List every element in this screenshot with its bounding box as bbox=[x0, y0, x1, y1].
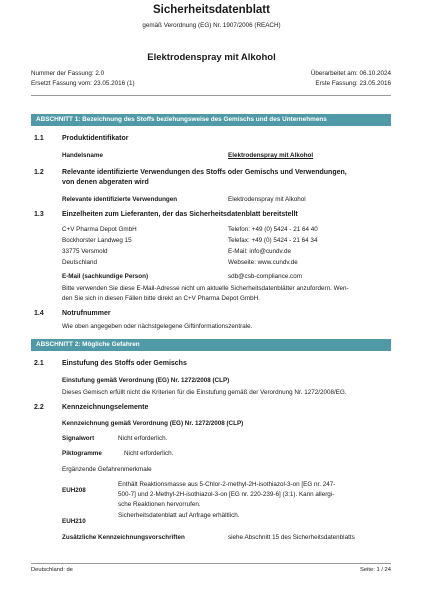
version-number: Nummer der Fassung: 2.0 bbox=[31, 70, 105, 77]
product-title: Elektrodenspray mit Alkohol bbox=[147, 52, 276, 63]
subsection-2-2-title: Kennzeichnungselemente bbox=[62, 404, 149, 411]
subsection-1-2-title-line1: Relevante identifizierte Verwendungen des Stoffs oder Gemischs und Verwendungen, bbox=[62, 169, 347, 176]
supplier-fax: Telefax: +49 (0) 5424 - 21 64 34 bbox=[228, 237, 318, 244]
subsection-1-4-title: Notrufnummer bbox=[62, 310, 111, 317]
subsection-2-2-number: 2.2 bbox=[34, 404, 44, 411]
supplier-email[interactable]: E-Mail: info@cundv.de bbox=[228, 248, 291, 255]
page-number: Seite: 1 / 24 bbox=[360, 567, 391, 573]
section-1-heading: ABSCHNITT 1: Bezeichnung des Stoffs beziehungsweise des Gemischs und des Unternehmens bbox=[31, 114, 391, 126]
additional-labelling-value: siehe Abschnitt 15 des Sicherheitsdatenblatts bbox=[228, 534, 355, 541]
clp-classification-label: Einstufung gemäß Verordnung (EG) Nr. 1272/2008 (CLP) bbox=[62, 377, 230, 384]
subsection-1-1-number: 1.1 bbox=[34, 135, 44, 142]
revision-date: Überarbeitet am: 06.10.2024 bbox=[310, 70, 391, 77]
subsection-2-1-title: Einstufung des Stoffs oder Gemischs bbox=[62, 360, 187, 367]
supplier-company: C+V Pharma Depot GmbH bbox=[62, 226, 137, 233]
pictograms-value: Nicht erforderlich. bbox=[124, 450, 174, 457]
header-divider bbox=[31, 95, 391, 96]
supplier-country: Deutschland bbox=[62, 259, 98, 266]
subsection-1-4-number: 1.4 bbox=[34, 310, 44, 317]
euh208-code: EUH208 bbox=[62, 487, 86, 494]
footer-country: Deutschland: de bbox=[31, 567, 73, 573]
subsection-1-1-title: Produktidentifikator bbox=[62, 135, 129, 142]
subsection-1-3-title: Einzelheiten zum Lieferanten, der das Sicherheitsdatenblatt bereitstellt bbox=[62, 211, 298, 218]
euh210-text: Sicherheitsdatenblatt auf Anfrage erhältlich. bbox=[118, 512, 240, 519]
first-version-date: Erste Fassung: 23.05.2016 bbox=[315, 80, 391, 87]
email-note-line2: den Sie sich in diesen Fällen bitte direkt an C+V Pharma Depot GmbH. bbox=[62, 295, 260, 302]
expert-email-value[interactable]: sdb@csb-compliance.com bbox=[228, 273, 302, 280]
supplier-street: Bockhorster Landweg 15 bbox=[62, 237, 132, 244]
euh208-text-line2: 500-7] und 2-Methyl-2H-isothiazol-3-on [EG nr. 220-239-6] (3:1). Kann allergi- bbox=[118, 491, 335, 498]
subsection-1-2-title-line2: von denen abgeraten wird bbox=[62, 179, 149, 186]
footer-divider bbox=[31, 563, 391, 564]
clp-labelling-label: Kennzeichnung gemäß Verordnung (EG) Nr. 1272/2008 (CLP) bbox=[62, 420, 244, 427]
additional-labelling-label: Zusätzliche Kennzeichnungsvorschriften bbox=[62, 534, 185, 541]
signal-word-value: Nicht erforderlich. bbox=[118, 435, 168, 442]
section-2-heading: ABSCHNITT 2: Mögliche Gefahren bbox=[31, 339, 391, 351]
supplier-phone: Telefon: +49 (0) 5424 - 21 64 40 bbox=[228, 226, 318, 233]
subsection-1-3-number: 1.3 bbox=[34, 211, 44, 218]
document-title: Sicherheitsdatenblatt bbox=[153, 4, 270, 16]
expert-email-label: E-Mail (sachkundige Person) bbox=[62, 273, 149, 280]
clp-classification-text: Dieses Gemisch erfüllt nicht die Kriterien für die Einstufung gemäß der Verordnung Nr. 1272/2008/EG. bbox=[62, 389, 347, 396]
replaces-version: Ersetzt Fassung vom: 23.05.2016 (1) bbox=[31, 80, 135, 87]
subsection-2-1-number: 2.1 bbox=[34, 360, 44, 367]
regulation-subtitle: gemäß Verordnung (EG) Nr. 1907/2006 (REACH) bbox=[142, 22, 281, 29]
trade-name-value: Elektrodenspray mit Alkohol bbox=[228, 152, 314, 159]
supplier-website[interactable]: Webseite: www.cundv.de bbox=[228, 259, 298, 266]
euh208-text-line1: Enthält Reaktionsmasse aus 5-Chlor-2-methyl-2H-isothiazol-3-on [EG nr. 247- bbox=[118, 481, 336, 488]
email-note-line1: Bitte verwenden Sie diese E-Mail-Adresse nicht um aktuelle Sicherheitsdatenblätter anzufordern. Wen- bbox=[62, 285, 349, 292]
emergency-number-text: Wie oben angegeben oder nächstgelegene Giftinformationszentrale. bbox=[62, 323, 253, 330]
trade-name-label: Handelsname bbox=[62, 152, 103, 159]
euh210-code: EUH210 bbox=[62, 518, 86, 525]
subsection-1-2-number: 1.2 bbox=[34, 169, 44, 176]
signal-word-label: Signalwort bbox=[62, 435, 95, 442]
euh208-text-line3: sche Reaktionen hervorrufen. bbox=[118, 501, 201, 508]
supplier-city: 33775 Versmold bbox=[62, 248, 108, 255]
identified-uses-value: Elektrodenspray mit Alkohol bbox=[228, 196, 306, 203]
pictograms-label: Piktogramme bbox=[62, 450, 102, 457]
identified-uses-label: Relevante identifizierte Verwendungen bbox=[62, 196, 178, 203]
supplementary-hazard-label: Ergänzende Gefahrenmerkmale bbox=[62, 466, 152, 473]
